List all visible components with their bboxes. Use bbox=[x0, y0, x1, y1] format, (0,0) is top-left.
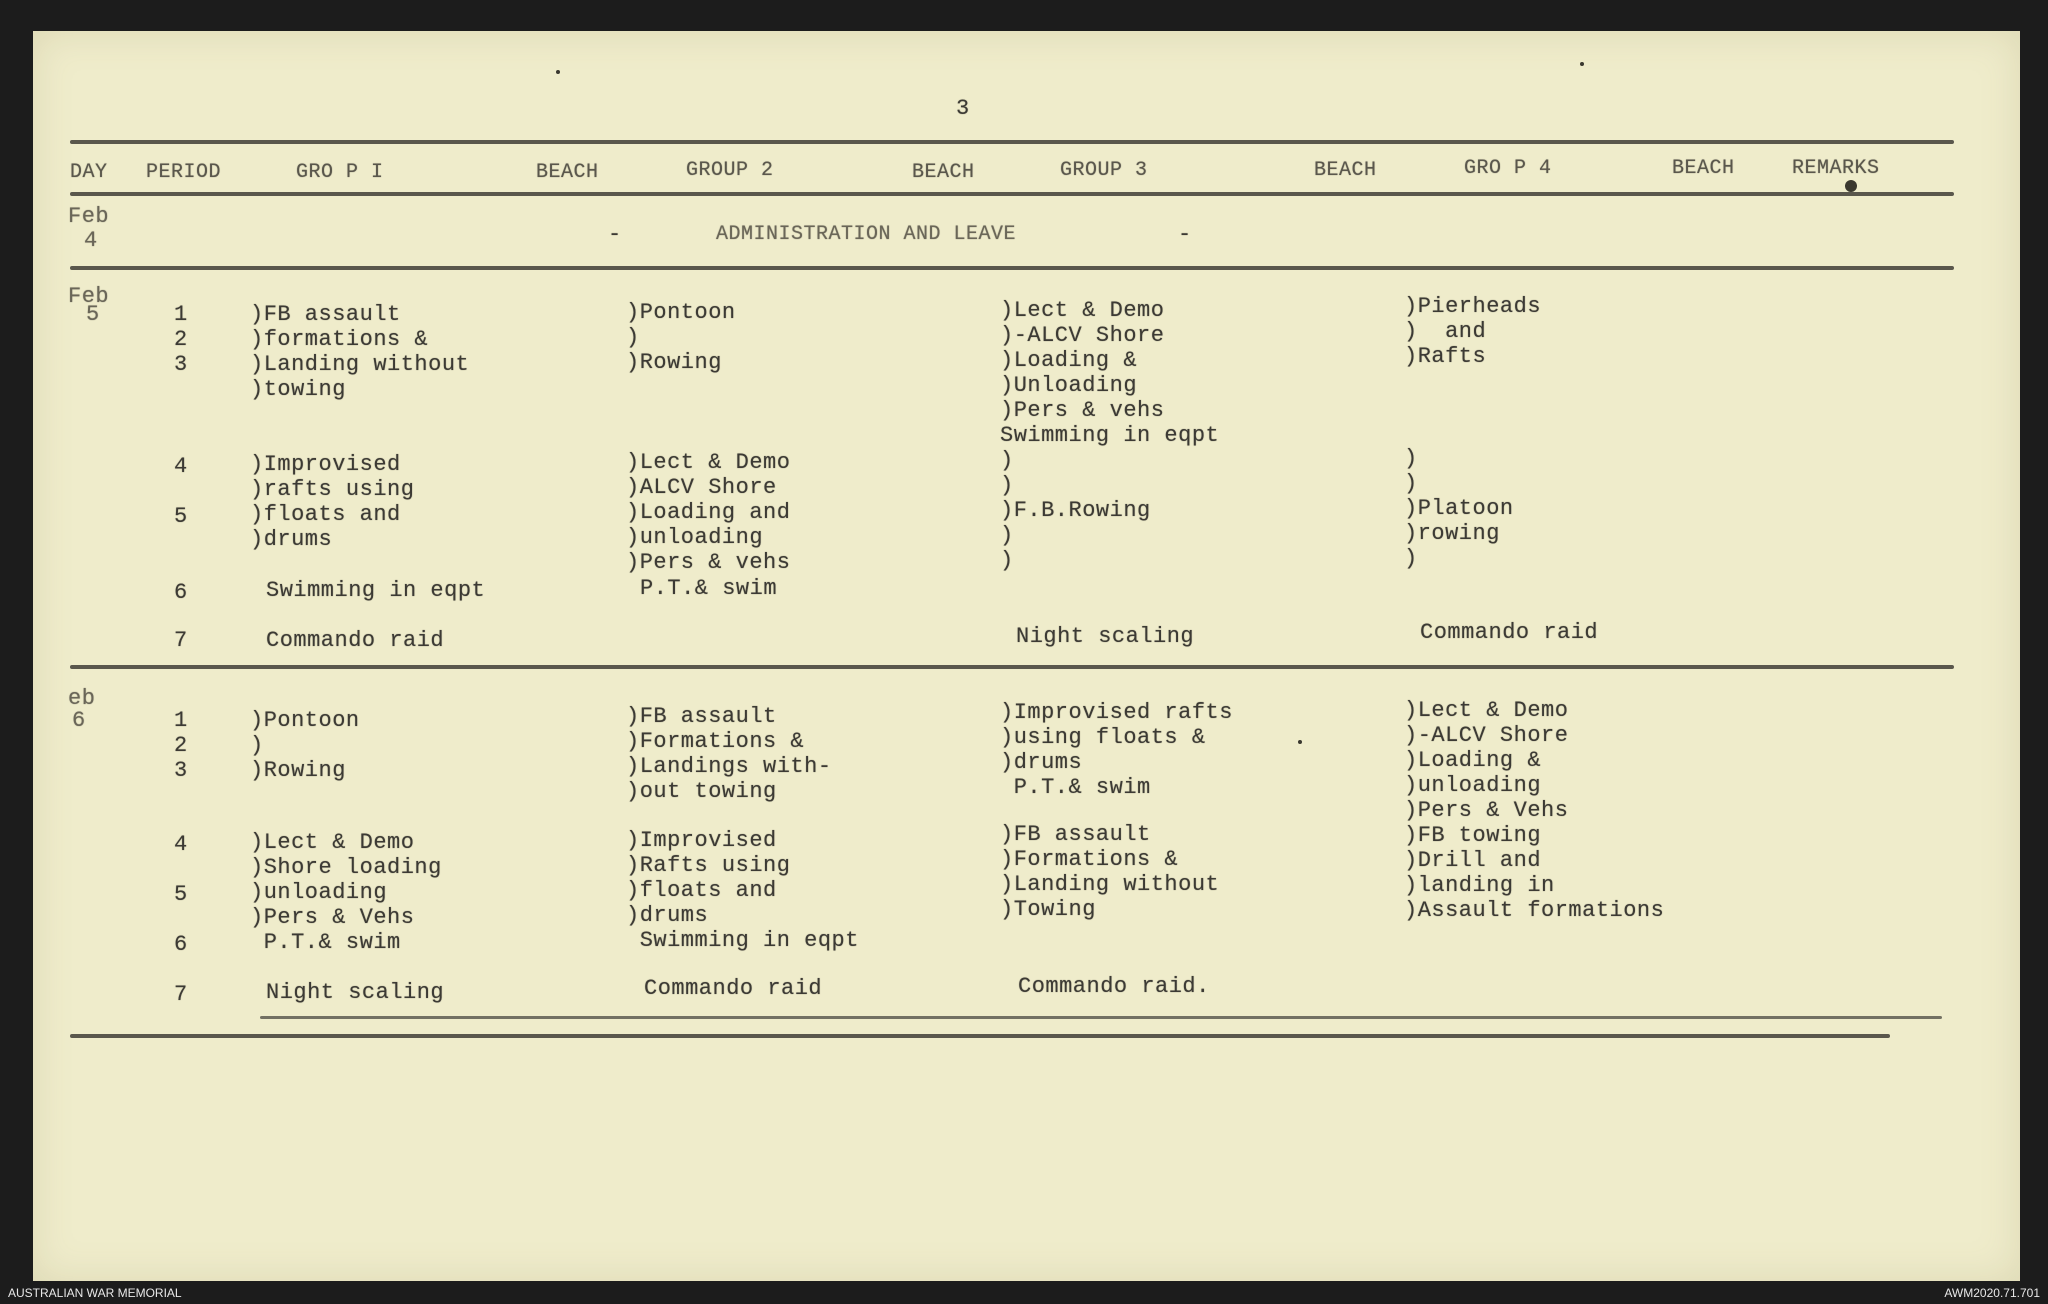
feb6-period-3: 3 bbox=[174, 758, 188, 783]
header-period: PERIOD bbox=[146, 161, 222, 184]
feb4-day: 4 bbox=[84, 228, 98, 253]
feb5-group2-block-a: )Pontoon ) )Rowing bbox=[626, 300, 736, 375]
feb5-month: Feb bbox=[68, 284, 110, 309]
feb6-group3-block-a: )Improvised rafts )using floats & )drums P.T.& swim bbox=[1000, 700, 1233, 800]
header-group1: GRO P I bbox=[296, 161, 384, 184]
header-group2: GROUP 2 bbox=[686, 159, 774, 182]
feb6-group2-commando: Commando raid bbox=[644, 976, 823, 1001]
header-beach4: BEACH bbox=[1672, 157, 1735, 180]
feb6-period-6: 6 bbox=[174, 932, 188, 957]
feb6-rule bbox=[260, 1016, 1942, 1019]
page-number: 3 bbox=[956, 96, 970, 121]
feb5-group3-night-scaling: Night scaling bbox=[1016, 624, 1195, 649]
feb5-period-4: 4 bbox=[174, 454, 188, 479]
header-bottom-rule bbox=[70, 192, 1954, 196]
feb5-group4-block-b: ) ) )Platoon )rowing ) bbox=[1404, 446, 1514, 571]
table-bottom-rule bbox=[70, 1034, 1890, 1038]
feb5-group4-commando: Commando raid bbox=[1420, 620, 1599, 645]
feb5-group2-pt-swim: P.T.& swim bbox=[640, 576, 778, 601]
document-page bbox=[33, 31, 2020, 1281]
feb5-group3-block-b: ) ) )F.B.Rowing ) ) bbox=[1000, 448, 1151, 573]
header-beach2: BEACH bbox=[912, 161, 975, 184]
feb5-period-1: 1 bbox=[174, 302, 188, 327]
paper-speck bbox=[1580, 62, 1584, 66]
header-beach3: BEACH bbox=[1314, 159, 1377, 182]
feb4-month: Feb bbox=[68, 204, 110, 229]
header-top-rule bbox=[70, 140, 1954, 144]
feb5-group3-block-a: )Lect & Demo )-ALCV Shore )Loading & )Unloading )Pers & vehs Swimming in eqpt bbox=[1000, 298, 1220, 448]
feb5-group1-swimming: Swimming in eqpt bbox=[266, 578, 486, 603]
feb4-dash-right: - bbox=[1178, 222, 1192, 247]
feb6-period-5: 5 bbox=[174, 882, 188, 907]
header-day: DAY bbox=[70, 161, 108, 184]
feb5-period-7: 7 bbox=[174, 628, 188, 653]
header-group4: GRO P 4 bbox=[1464, 157, 1552, 180]
feb5-rule bbox=[70, 665, 1954, 669]
feb6-group1-block-a: )Pontoon ) )Rowing bbox=[250, 708, 360, 783]
paper-speck bbox=[556, 70, 560, 74]
feb6-period-1: 1 bbox=[174, 708, 188, 733]
feb5-group4-block-a: )Pierheads ) and )Rafts bbox=[1404, 294, 1542, 369]
feb5-group1-block-a: )FB assault )formations & )Landing without )towing bbox=[250, 302, 470, 402]
feb4-dash-left: - bbox=[608, 222, 622, 247]
feb5-group2-block-b: )Lect & Demo )ALCV Shore )Loading and )unloading )Pers & vehs bbox=[626, 450, 791, 575]
feb6-group1-block-b: )Lect & Demo )Shore loading )unloading )Pers & Vehs P.T.& swim bbox=[250, 830, 442, 955]
paper-speck bbox=[1298, 740, 1302, 744]
feb6-group3-block-b: )FB assault )Formations & )Landing without )Towing bbox=[1000, 822, 1220, 922]
ink-blot bbox=[1845, 180, 1857, 192]
feb6-period-2: 2 bbox=[174, 733, 188, 758]
feb5-period-5: 5 bbox=[174, 504, 188, 529]
header-remarks: REMARKS bbox=[1792, 157, 1880, 180]
footer-bar bbox=[0, 1281, 2048, 1304]
feb6-group3-commando: Commando raid. bbox=[1018, 974, 1210, 999]
feb4-rule bbox=[70, 266, 1954, 270]
feb6-month: eb bbox=[68, 686, 96, 711]
footer-id: AWM2020.71.701 bbox=[1944, 1286, 2040, 1300]
header-group3: GROUP 3 bbox=[1060, 159, 1148, 182]
feb5-period-6: 6 bbox=[174, 580, 188, 605]
feb5-period-3: 3 bbox=[174, 352, 188, 377]
feb6-group2-block-b: )Improvised )Rafts using )floats and )drums Swimming in eqpt bbox=[626, 828, 859, 953]
feb5-day: 5 bbox=[86, 302, 100, 327]
feb6-period-4: 4 bbox=[174, 832, 188, 857]
header-beach1: BEACH bbox=[536, 161, 599, 184]
feb6-group4-block-a: )Lect & Demo )-ALCV Shore )Loading & )unloading )Pers & Vehs )FB towing )Drill and )landing in )Assault formations bbox=[1404, 698, 1665, 923]
feb5-group1-block-b: )Improvised )rafts using )floats and )drums bbox=[250, 452, 415, 552]
footer-source: AUSTRALIAN WAR MEMORIAL bbox=[8, 1286, 182, 1300]
feb5-group1-commando: Commando raid bbox=[266, 628, 445, 653]
feb6-period-7: 7 bbox=[174, 982, 188, 1007]
feb4-admin-leave: ADMINISTRATION AND LEAVE bbox=[716, 223, 1017, 246]
feb6-group2-block-a: )FB assault )Formations & )Landings with- )out towing bbox=[626, 704, 832, 804]
feb6-day: 6 bbox=[72, 708, 86, 733]
feb5-period-2: 2 bbox=[174, 327, 188, 352]
feb6-group1-night-scaling: Night scaling bbox=[266, 980, 445, 1005]
